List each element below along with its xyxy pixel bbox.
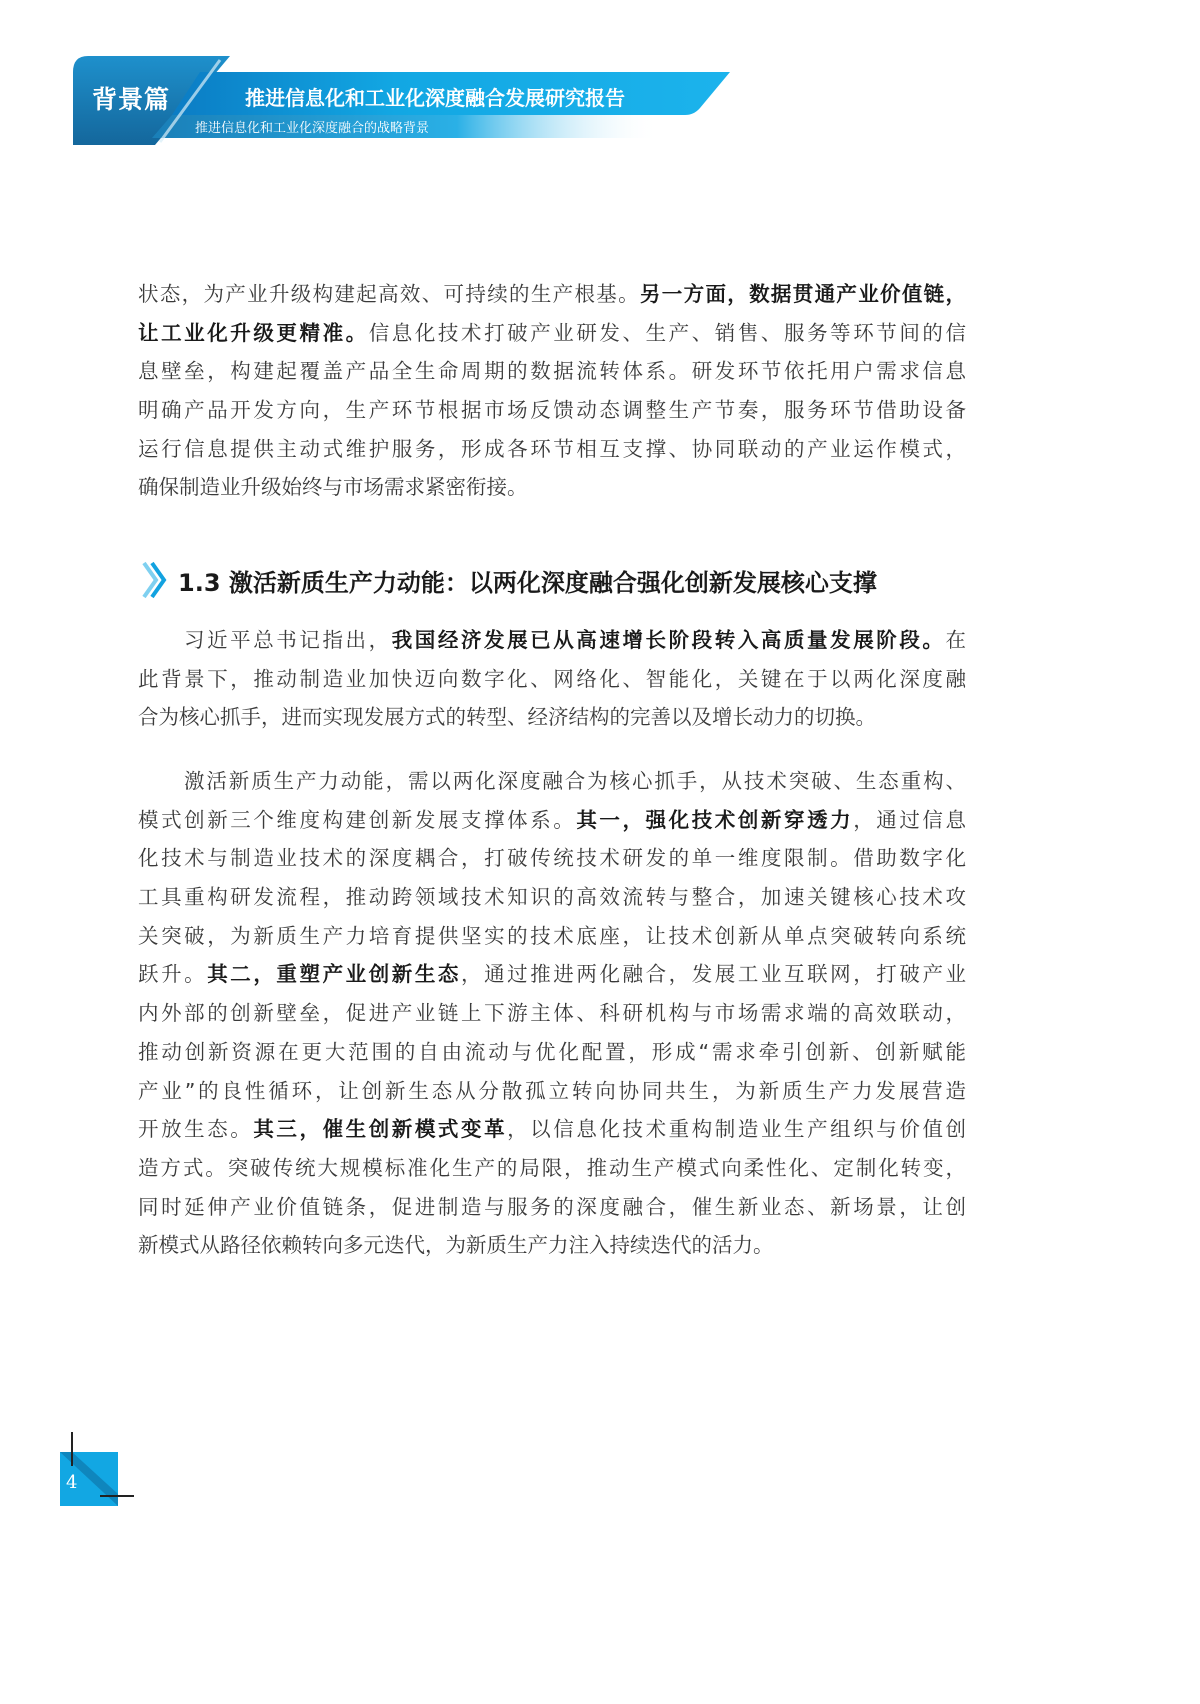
text-run: 产业”的良性循环，让创新生态从分散孤立转向协同共生，为新质生产力发展营造 bbox=[138, 1078, 966, 1103]
text-run: 息壁垒，构建起覆盖产品全生命周期的数据流转体系。研发环节依托用户需求信息 bbox=[138, 359, 966, 384]
text-line bbox=[138, 839, 966, 878]
text-run: 明确产品开发方向，生产环节根据市场反馈动态调整生产节奏，服务环节借助设备 bbox=[138, 398, 966, 423]
text-line bbox=[138, 1072, 966, 1111]
text-line bbox=[138, 352, 966, 391]
text-run: 造方式。突破传统大规模标准化生产的局限，推动生产模式向柔性化、定制化转变， bbox=[138, 1155, 966, 1180]
text-run: 确保制造业升级始终与市场需求紧密衔接。 bbox=[138, 475, 528, 500]
section-heading-text: 1.3 激活新质生产力动能：以两化深度融合强化创新发展核心支撑 bbox=[178, 568, 877, 597]
bold-text: 其二，重塑产业创新生态 bbox=[207, 962, 462, 987]
text-run: 工具重构研发流程，推动跨领域技术知识的高效流转与整合，加速关键核心技术攻 bbox=[138, 885, 966, 910]
text-line bbox=[138, 660, 966, 699]
text-run: 内外部的创新壁垒，促进产业链上下游主体、科研机构与市场需求端的高效联动， bbox=[138, 1001, 966, 1026]
section-heading bbox=[140, 560, 877, 600]
text-run: 化技术与制造业技术的深度耦合，打破传统技术研发的单一维度限制。借助数字化 bbox=[138, 846, 966, 871]
text-run: 信息化技术打破产业研发、生产、销售、服务等环节间的信 bbox=[368, 320, 967, 345]
text-line bbox=[138, 917, 966, 956]
text-run: 状态，为产业升级构建起高效、可持续的生产根基。 bbox=[138, 282, 640, 306]
double-chevron-right-icon bbox=[140, 560, 170, 600]
bold-text: 另一方面，数据贯通产业价值链， bbox=[639, 282, 967, 306]
text-line bbox=[138, 1033, 966, 1072]
page-number: 4 bbox=[66, 1472, 78, 1493]
text-line bbox=[138, 762, 966, 801]
text-line bbox=[138, 275, 966, 314]
text-line bbox=[138, 621, 966, 660]
text-run: 合为核心抓手，进而实现发展方式的转型、经济结构的完善以及增长动力的切换。 bbox=[138, 705, 876, 730]
text-run: 同时延伸产业价值链条，促进制造与服务的深度融合，催生新业态、新场景，让创 bbox=[138, 1194, 966, 1219]
text-line bbox=[138, 801, 966, 840]
paragraph-2 bbox=[138, 621, 966, 737]
text-run: 激活新质生产力动能，需以两化深度融合为核心抓手，从技术突破、生态重构、 bbox=[184, 769, 966, 793]
text-line bbox=[138, 314, 966, 353]
text-run: ，通过信息 bbox=[853, 807, 967, 832]
section-tag: 背景篇 bbox=[92, 85, 171, 114]
text-line bbox=[138, 1110, 966, 1149]
text-run: 跃升。 bbox=[138, 962, 208, 987]
text-run: 推动创新资源在更大范围的自由流动与优化配置，形成“需求牵引创新、创新赋能 bbox=[138, 1039, 966, 1064]
text-run: 新模式从路径依赖转向多元迭代，为新质生产力注入持续迭代的活力。 bbox=[138, 1233, 774, 1258]
text-line bbox=[138, 468, 966, 507]
text-line bbox=[138, 430, 966, 469]
text-line bbox=[138, 1188, 966, 1227]
text-run: 开放生态。 bbox=[138, 1117, 254, 1142]
text-line bbox=[138, 994, 966, 1033]
text-line bbox=[138, 391, 966, 430]
text-run: 模式创新三个维度构建创新发展支撑体系。 bbox=[138, 807, 577, 832]
bold-text: 其三，催生创新模式变革 bbox=[253, 1117, 508, 1142]
text-line bbox=[138, 1149, 966, 1188]
text-line bbox=[138, 955, 966, 994]
bold-text: 让工业化升级更精准。 bbox=[138, 320, 369, 345]
text-run: 此背景下，推动制造业加快迈向数字化、网络化、智能化，关键在于以两化深度融 bbox=[138, 666, 966, 691]
text-run: 运行信息提供主动式维护服务，形成各环节相互支撑、协同联动的产业运作模式， bbox=[138, 436, 966, 461]
text-run: 关突破，为新质生产力培育提供坚实的技术底座，让技术创新从单点突破转向系统 bbox=[138, 923, 966, 948]
chapter-subtitle: 推进信息化和工业化深度融合的战略背景 bbox=[195, 121, 430, 136]
paragraph-3 bbox=[138, 762, 966, 1265]
bold-text: 其一，强化技术创新穿透力 bbox=[576, 807, 854, 832]
report-title: 推进信息化和工业化深度融合发展研究报告 bbox=[245, 86, 625, 110]
text-run: 在 bbox=[945, 628, 967, 652]
text-run: 习近平总书记指出， bbox=[184, 628, 392, 652]
page-corner-decoration bbox=[0, 1420, 200, 1520]
bold-text: 我国经济发展已从高速增长阶段转入高质量发展阶段。 bbox=[391, 628, 946, 652]
text-run: ，以信息化技术重构制造业生产组织与价值创 bbox=[507, 1117, 967, 1142]
paragraph-1 bbox=[138, 275, 966, 507]
text-line bbox=[138, 698, 966, 737]
text-line bbox=[138, 878, 966, 917]
text-run: ，通过推进两化融合，发展工业互联网，打破产业 bbox=[461, 962, 967, 987]
text-line bbox=[138, 1226, 966, 1265]
